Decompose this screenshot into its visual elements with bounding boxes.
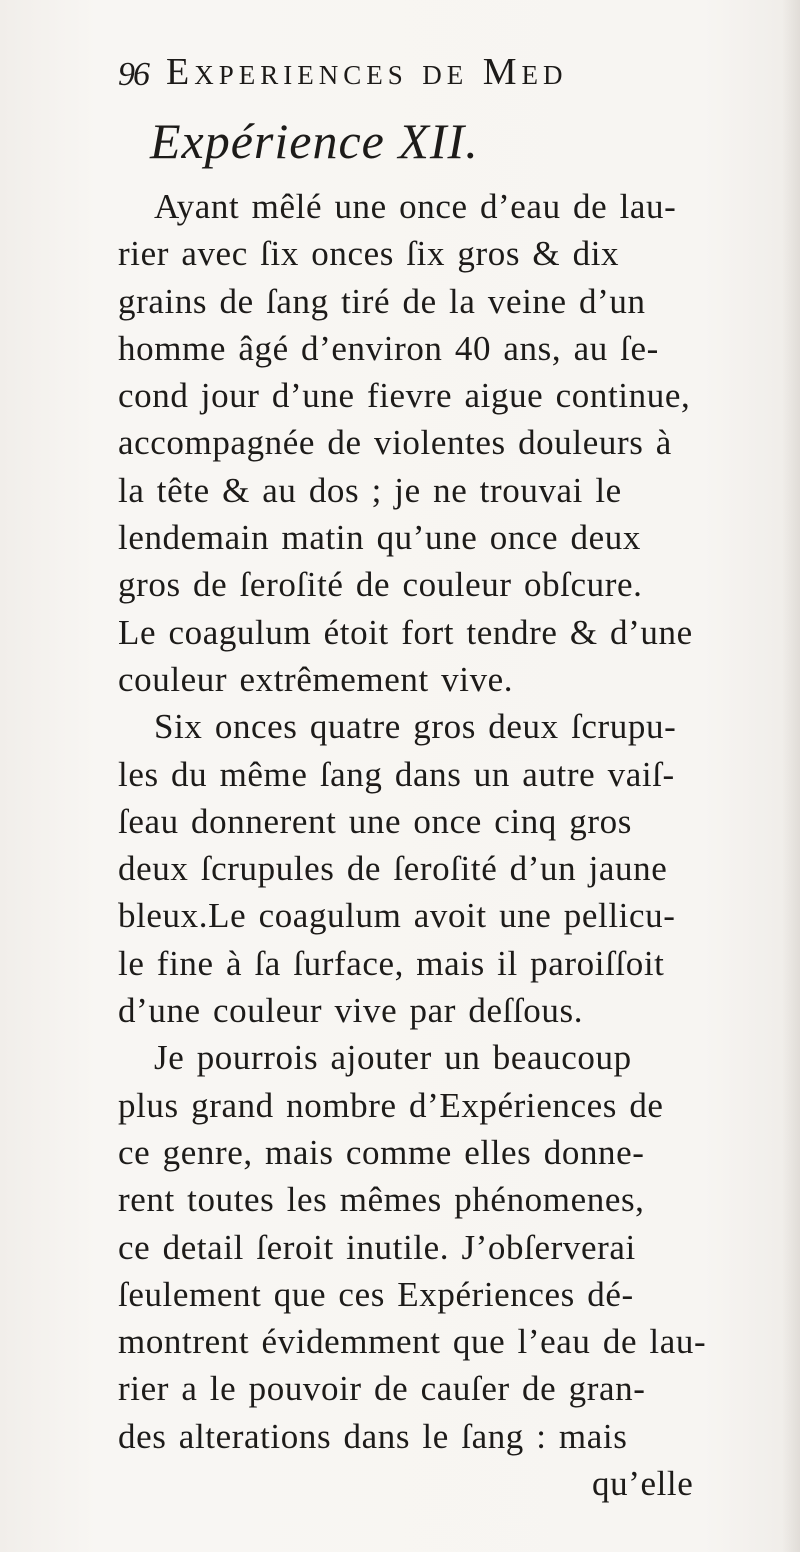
text-line: Ayant mêlé une once d’eau de lau- xyxy=(154,187,677,226)
body-text xyxy=(118,183,743,1507)
text-line: accompagnée de violentes douleurs à xyxy=(118,423,672,463)
page-edge-shadow xyxy=(782,0,800,1552)
text-line: couleur extrêmement vive. xyxy=(118,659,514,699)
section-title: Expérience XII. xyxy=(150,113,479,169)
text-line: des alterations dans le ſang : mais xyxy=(118,1416,628,1456)
text-line: montrent évidemment que l’eau de lau- xyxy=(118,1322,707,1362)
text-line: rent toutes les mêmes phénomenes, xyxy=(118,1180,645,1220)
text-line: lendemain matin qu’une once deux xyxy=(118,518,641,558)
text-line: homme âgé d’environ 40 ans, au ſe- xyxy=(118,328,659,368)
text-line: Je pourrois ajouter un beaucoup xyxy=(154,1038,632,1078)
text-line: la tête & au dos ; je ne trouvai le xyxy=(118,470,622,510)
text-line: ſeau donnerent une once cinq gros xyxy=(118,801,632,841)
text-line: cond jour d’une fievre aigue continue, xyxy=(118,376,691,416)
text-line: le fine à ſa ſurface, mais il paroiſſoit xyxy=(118,943,665,983)
page-number: 96 xyxy=(118,56,148,93)
catchword: qu’elle xyxy=(592,1464,694,1504)
page-header xyxy=(118,40,758,100)
text-line: rier a le pouvoir de cauſer de gran- xyxy=(118,1369,646,1409)
text-line: bleux.Le coagulum avoit une pellicu- xyxy=(118,896,676,936)
text-line: grains de ſang tiré de la veine d’un xyxy=(118,281,646,321)
text-line: deux ſcrupules de ſeroſité d’un jaune xyxy=(118,849,668,889)
text-line: ce detail ſeroit inutile. J’obſerverai xyxy=(118,1227,636,1267)
text-line: plus grand nombre d’Expériences de xyxy=(118,1085,664,1125)
text-line: Le coagulum étoit fort tendre & d’une xyxy=(118,612,693,652)
text-line: ce genre, mais comme elles donne- xyxy=(118,1132,645,1172)
text-line: gros de ſeroſité de couleur obſcure. xyxy=(118,565,643,605)
running-head: Experiences de Med xyxy=(166,51,568,93)
text-line: Six onces quatre gros deux ſcrupu- xyxy=(154,707,677,747)
text-line: d’une couleur vive par deſſous. xyxy=(118,991,584,1031)
text-line: ſeulement que ces Expériences dé- xyxy=(118,1274,634,1314)
text-line: les du même ſang dans un autre vaiſ- xyxy=(118,754,675,794)
text-line: rier avec ſix onces ſix gros & dix xyxy=(118,234,620,274)
